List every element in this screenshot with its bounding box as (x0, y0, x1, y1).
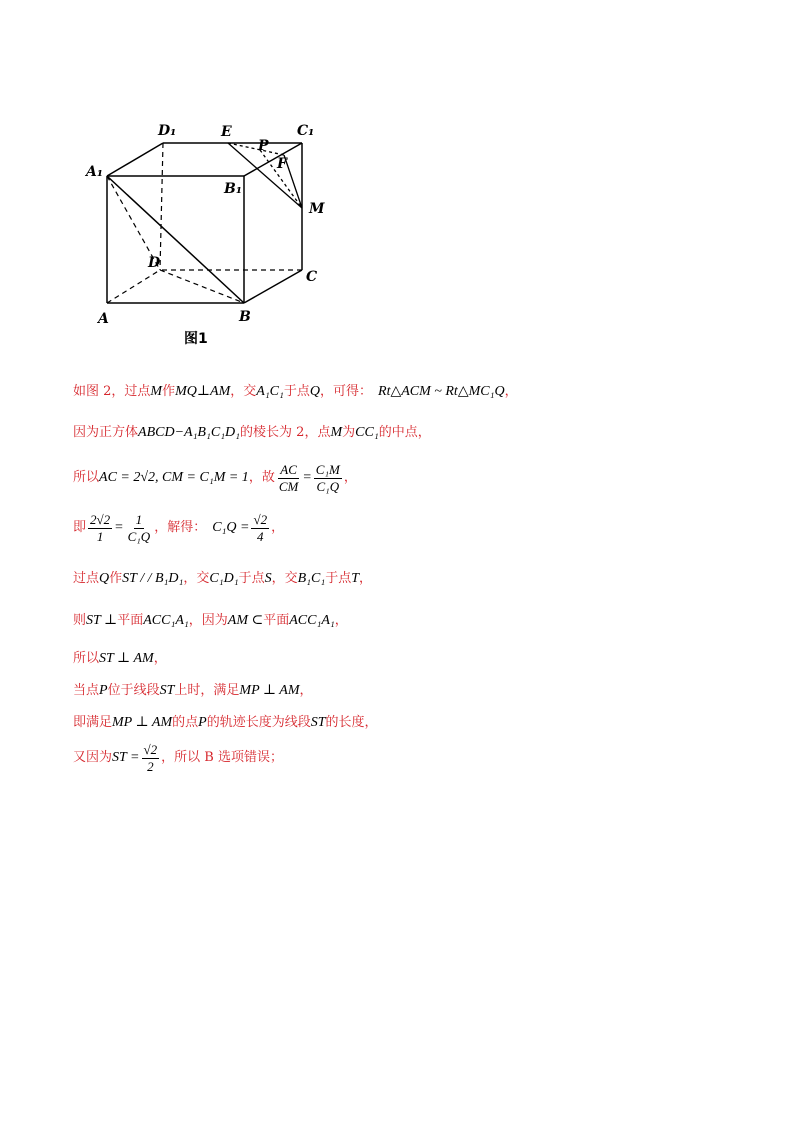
text: 的中点， (378, 425, 431, 440)
math: ABCD−A₁B₁C₁D₁ (138, 425, 241, 440)
fraction (251, 512, 269, 545)
text: 为 (342, 425, 356, 440)
cube-diagram (70, 110, 360, 360)
text: 所以 (73, 470, 100, 485)
math: B₁C₁ (297, 571, 326, 586)
solution-line-1 (73, 383, 518, 401)
math: MP ⊥ AM (239, 683, 300, 698)
text: 的轨迹长度为线段 (206, 715, 311, 730)
label-B: B (239, 309, 251, 325)
fraction (142, 742, 160, 775)
label-D1: D₁ (158, 123, 177, 139)
math: Q (99, 571, 110, 586)
text: 于点 (283, 384, 310, 399)
solution-line-4 (73, 508, 284, 548)
text: 又因为 (73, 750, 113, 765)
text: ， (343, 470, 357, 485)
math: T (351, 571, 360, 586)
text: 当点 (73, 683, 100, 698)
math: P (198, 715, 207, 730)
math: ST / / B₁D₁ (122, 571, 184, 586)
math: ST ⊥ AM (99, 651, 154, 666)
segment-DB (160, 270, 244, 303)
label-A: A (98, 311, 109, 327)
text: 则 (73, 613, 87, 628)
text: ，因为 (188, 613, 228, 628)
math: M (150, 384, 163, 399)
denominator: 2 (147, 758, 154, 774)
text: ， (359, 571, 373, 586)
numerator: √2 (143, 741, 158, 757)
text: 如图 2，过点 (73, 384, 151, 399)
math: AC = 2√2, CM = C₁M = 1 (99, 470, 249, 485)
text: 即 (73, 520, 87, 535)
math: M (330, 425, 343, 440)
solution-line-10 (73, 738, 283, 778)
math: ACC₁A₁ (143, 613, 189, 628)
figure-caption: 图1 (184, 331, 208, 347)
math: ST = (112, 750, 140, 765)
text: ， (334, 613, 348, 628)
label-D: D (148, 255, 161, 271)
math: ST (310, 715, 326, 730)
text: ，可得： (320, 384, 373, 399)
text: 于点 (238, 571, 265, 586)
solution-line-7 (73, 650, 167, 668)
math: CC₁ (355, 425, 379, 440)
edge-AD (107, 270, 160, 303)
label-M: M (309, 201, 325, 217)
text: 作 (109, 571, 123, 586)
text: ， (153, 651, 167, 666)
text: 位于线段 (107, 683, 160, 698)
math: ACC₁A₁ (289, 613, 335, 628)
edge-A1D1 (107, 143, 163, 176)
solution-line-6 (73, 612, 348, 630)
numerator: C₁M (315, 461, 340, 477)
fraction (126, 512, 153, 545)
denominator: C₁Q (127, 528, 151, 544)
solution-line-5 (73, 570, 372, 588)
segment-EF (228, 143, 284, 155)
math: C₁Q = (212, 520, 250, 535)
math: Q (309, 384, 321, 399)
math: ST (159, 683, 175, 698)
text: ，交 (230, 384, 257, 399)
text: 上时，满足 (174, 683, 240, 698)
solution-line-8 (73, 682, 313, 700)
text: 的点 (172, 715, 199, 730)
label-C: C (306, 269, 318, 285)
math: = (302, 470, 312, 485)
denominator: CM (278, 478, 299, 494)
text: 平面 (117, 613, 144, 628)
math: MQ⊥AM (175, 384, 231, 399)
edge-DD1 (160, 143, 163, 270)
denominator: 4 (257, 528, 264, 544)
label-B1: B₁ (224, 181, 242, 197)
text: ，所以 B 选项错误； (161, 750, 283, 765)
denominator: 1 (96, 528, 104, 544)
numerator: 1 (135, 511, 143, 527)
text: 过点 (73, 571, 100, 586)
text: ， (299, 683, 313, 698)
text: 平面 (263, 613, 290, 628)
figure-1 (70, 110, 360, 360)
text: 作 (162, 384, 176, 399)
solution-line-2 (73, 424, 431, 442)
text: ，交 (271, 571, 298, 586)
solution-line-9 (73, 714, 378, 732)
text: ，交 (183, 571, 210, 586)
label-C1: C₁ (297, 123, 315, 139)
math: S (264, 571, 272, 586)
text: 于点 (325, 571, 352, 586)
text: 所以 (73, 651, 100, 666)
numerator: AC (280, 461, 297, 477)
denominator: C₁Q (316, 478, 340, 494)
text: 的长度， (325, 715, 378, 730)
math: = (114, 520, 124, 535)
math: P (99, 683, 108, 698)
numerator: 2√2 (90, 511, 111, 527)
text: ， (271, 520, 285, 535)
fraction (314, 462, 342, 495)
label-F: F (277, 156, 287, 172)
solution-line-3 (73, 458, 357, 498)
math: Rt△ACM ~ Rt△MC₁Q (378, 384, 505, 399)
math: AM ⊂ (227, 613, 264, 628)
math: C₁D₁ (209, 571, 239, 586)
math: ST ⊥ (86, 613, 118, 628)
text: ，解得： (154, 520, 207, 535)
edge-BC (244, 270, 302, 303)
text: ，故 (248, 470, 275, 485)
numerator: √2 (253, 511, 268, 527)
fraction (88, 512, 112, 545)
text: ， (504, 384, 518, 399)
label-E: E (221, 124, 232, 140)
text: 即满足 (73, 715, 113, 730)
text: 的棱长为 2，点 (240, 425, 331, 440)
fraction (277, 462, 301, 495)
text: 因为正方体 (73, 425, 139, 440)
label-A1: A₁ (86, 164, 103, 180)
math: A₁C₁ (256, 384, 284, 399)
label-P: P (258, 138, 269, 154)
math: MP ⊥ AM (112, 715, 173, 730)
